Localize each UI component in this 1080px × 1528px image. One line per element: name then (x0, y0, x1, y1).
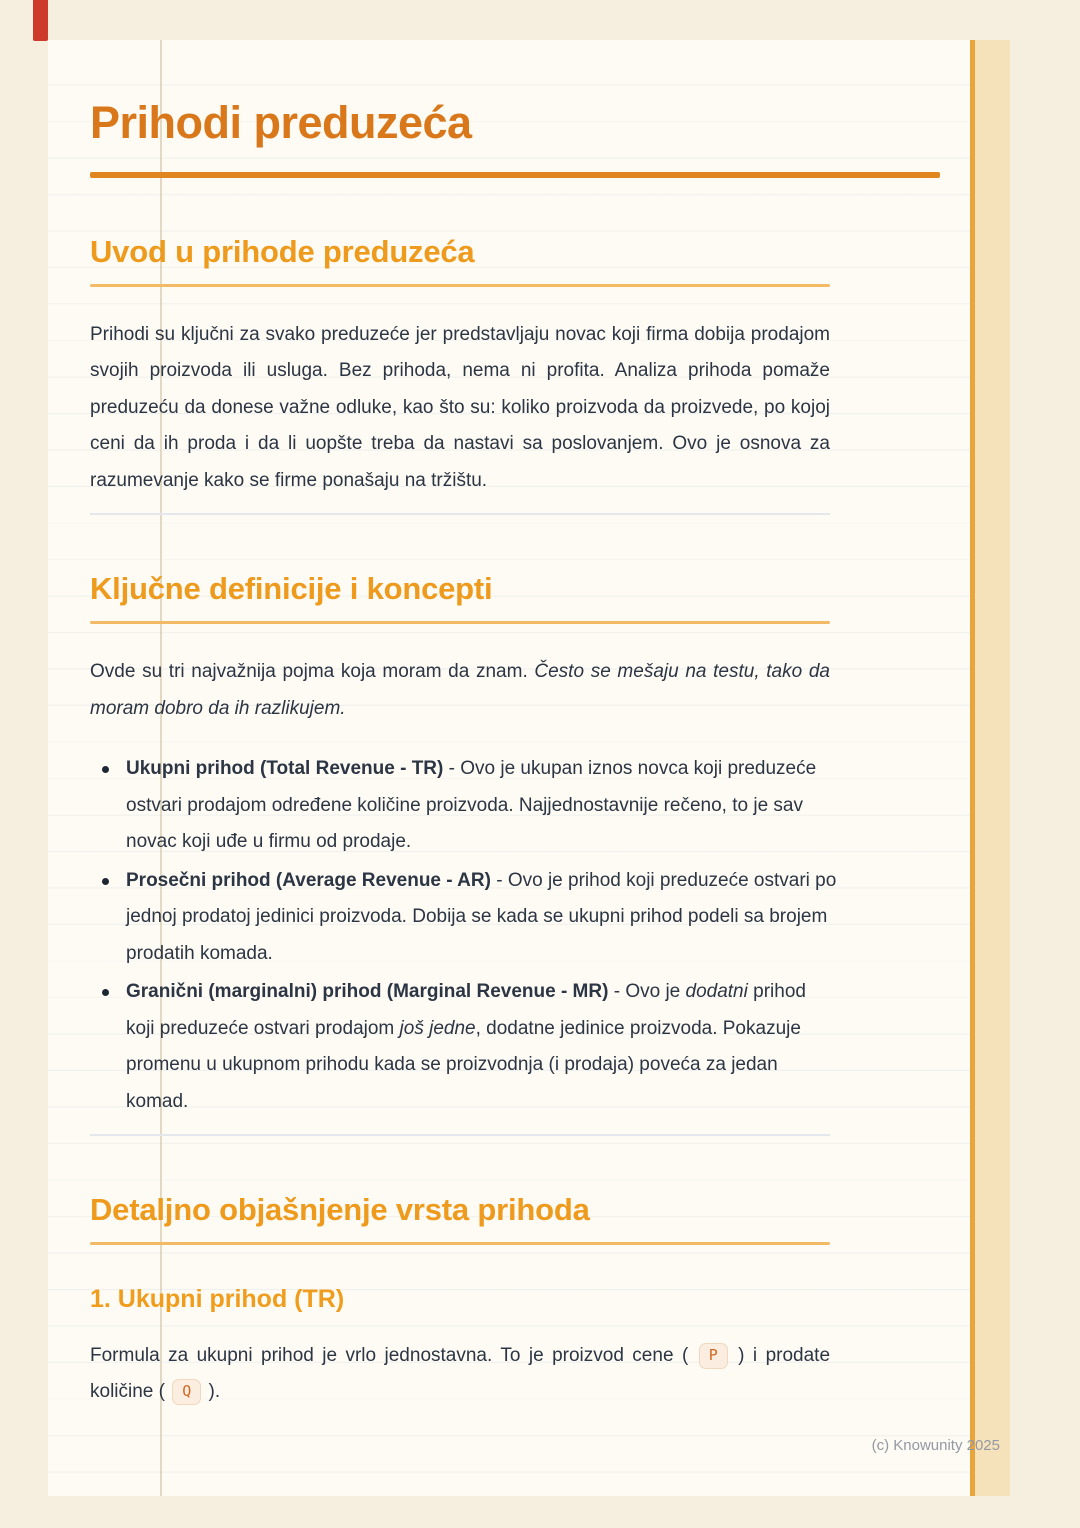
term-description: - Ovo je (608, 981, 686, 1003)
section-heading-details: Detaljno objašnjenje vrsta prihoda (90, 1192, 590, 1228)
formula-text: ) i prodate količine ( (90, 1344, 831, 1403)
heading-underline (90, 284, 830, 287)
formula-text: ). (203, 1381, 221, 1403)
lead-text: Ovde su tri najvažnija pojma koja moram da znam. (90, 661, 535, 683)
definitions-lead-paragraph (90, 654, 830, 727)
section-definitions (90, 571, 940, 1136)
section-heading-intro: Uvod u prihode preduzeća (90, 234, 475, 270)
intro-paragraph: Prihodi su ključni za svako preduzeće jer predstavljaju novac koji firma dobija prodajom svojih proizvoda ili usluga. Bez prihoda, nema ni profita. Analiza prihoda pomaže preduzeću da donese važne odluke, kao što su: koliko proizvoda da proizvede, po kojoj ceni da ih proda i da li uopšte treba da nastavi sa poslovanjem. Ovo je osnova za razumevanje kako se firme ponašaju na tržištu. (90, 323, 830, 491)
term-description: prihod koji preduzeće ostvari prodajom (126, 981, 806, 1039)
document-content (90, 40, 940, 1411)
heading-underline (90, 1242, 830, 1245)
term-description-italic: dodatni (685, 981, 748, 1003)
formula-paragraph (90, 1338, 830, 1411)
section-heading-definitions: Ključne definicije i koncepti (90, 571, 493, 607)
formula-text: Formula za ukupni prihod je vrlo jednostavna. To je proizvod cene ( (90, 1344, 697, 1366)
side-stripe (970, 40, 1010, 1496)
bookmark-ribbon (33, 0, 48, 41)
heading-underline (90, 621, 830, 624)
list-item (90, 974, 838, 1120)
notebook-paper (48, 40, 1010, 1496)
footer-credit: (c) Knowunity 2025 (871, 1437, 1000, 1454)
page-title: Prihodi preduzeća (90, 97, 472, 148)
inline-code-chip-price: P (699, 1343, 728, 1369)
section-divider (90, 513, 830, 515)
inline-code-chip-quantity: Q (172, 1379, 201, 1405)
term-description: - Ovo je prihod koji preduzeće ostvari po jednoj prodatoj jedinici proizvoda. Dobija se kada se ukupni prihod podeli sa brojem prodatih komada. (126, 869, 837, 964)
section-intro (90, 234, 940, 515)
sub-heading-total-revenue: 1. Ukupni prihod (TR) (90, 1284, 345, 1313)
title-rule (90, 172, 940, 178)
section-details (90, 1192, 940, 1411)
term-description-italic: još jedne (399, 1017, 476, 1039)
lead-italic-text: Često se mešaju na testu, tako da moram dobro da ih razlikujem. (90, 661, 830, 719)
definitions-list (90, 751, 838, 1120)
term-description: - Ovo je ukupan iznos novca koji preduzeće ostvari prodajom određene količine proizvoda. Najjednostavnije rečeno, to je sav novac koji uđe u firmu od prodaje. (126, 758, 817, 853)
term-name: Prosečni prihod (Average Revenue - AR) (126, 869, 491, 891)
term-name: Granični (marginalni) prihod (Marginal Revenue - MR) (126, 981, 609, 1003)
term-description: , dodatne jedinice proizvoda. Pokazuje promenu u ukupnom prihodu kada se proizvodnja (i prodaja) poveća za jedan komad. (126, 1017, 801, 1112)
list-item (90, 751, 838, 861)
list-item (90, 863, 838, 973)
section-divider (90, 1134, 830, 1136)
term-name: Ukupni prihod (Total Revenue - TR) (126, 758, 444, 780)
